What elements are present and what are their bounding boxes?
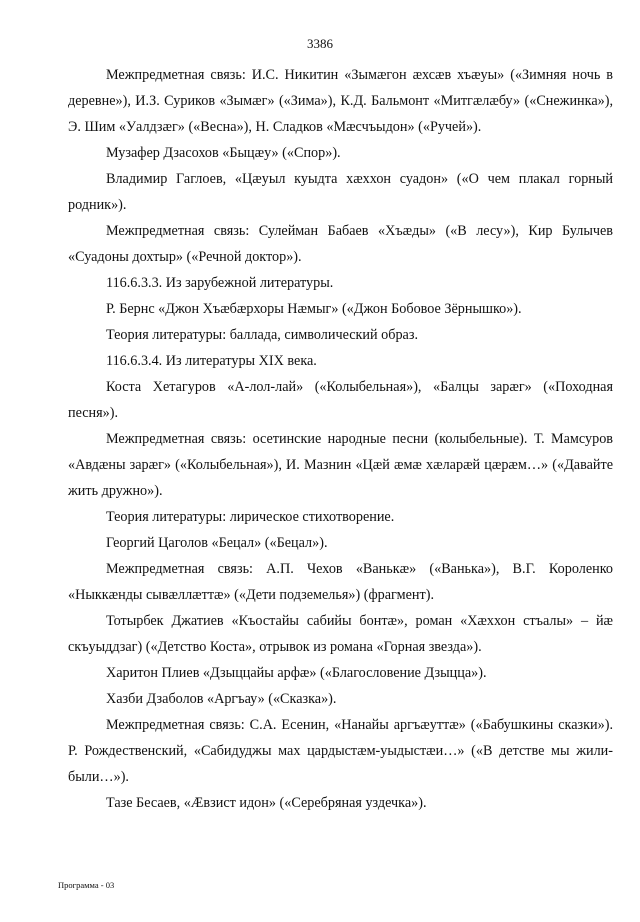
paragraph: Р. Бернс «Джон Хъæбæрхоры Нæмыг» («Джон Бобовое Зёрнышко»).: [106, 301, 522, 317]
paragraph: Коста Хетагуров «А-лол-лай» («Колыбельная»), «Балцы зарæг» («Походная песня»).: [68, 379, 613, 421]
paragraph: Межпредметная связь: С.А. Есенин, «Нанайы аргъæуттæ» («Бабушкины сказки»). Р. Рождественский, «Сабидуджы мах цардыстæм-уыдыстæи…» («В детстве мы жили-были…»).: [68, 717, 613, 785]
paragraph: Теория литературы: баллада, символический образ.: [106, 327, 419, 343]
paragraph: Тотырбек Джатиев «Къостайы сабийы бонтæ», роман «Хæххон стъалы» – йæ скъуыддзаг) («Детство Коста», отрывок из романа «Горная звезда»).: [68, 613, 613, 655]
paragraph: Музафер Дзасохов «Быцæу» («Спор»).: [106, 145, 341, 161]
footer-label: Программа - 03: [58, 880, 115, 890]
paragraph: Теория литературы: лирическое стихотворение.: [106, 509, 395, 525]
paragraph: Владимир Гаглоев, «Цæуыл куыдта хæххон суадон» («О чем плакал горный родник»).: [68, 171, 613, 213]
paragraph: Тазе Бесаев, «Æвзист идон» («Серебряная уздечка»).: [106, 795, 427, 811]
page-number: 3386: [307, 36, 333, 51]
section-heading: 116.6.3.4. Из литературы XIX века.: [106, 353, 317, 369]
paragraph: Хазби Дзаболов «Аргъау» («Сказка»).: [106, 691, 337, 707]
section-heading: 116.6.3.3. Из зарубежной литературы.: [106, 275, 334, 291]
paragraph: Межпредметная связь: Сулейман Бабаев «Хъæды» («В лесу»), Кир Булычев «Суадоны дохтыр» («Речной доктор»).: [68, 223, 613, 265]
document-body: [68, 62, 613, 816]
paragraph: Межпредметная связь: А.П. Чехов «Ванькæ» («Ванька»), В.Г. Короленко «Ныккæнды сывæллæттæ» («Дети подземелья») (фрагмент).: [68, 561, 613, 603]
paragraph: Георгий Цаголов «Бецал» («Бецал»).: [106, 535, 328, 551]
paragraph: Харитон Плиев «Дзыццайы арфæ» («Благословение Дзыцца»).: [106, 665, 487, 681]
paragraph: Межпредметная связь: И.С. Никитин «Зымæгон æхсæв хъæуы» («Зимняя ночь в деревне»), И.З. Суриков «Зымæг» («Зима»), К.Д. Бальмонт «Митгæлæбу» («Снежинка»), Э. Шим «Уалдзæг» («Весна»), Н. Сладков «Мæсчъыдон» («Ручей»).: [68, 67, 613, 135]
paragraph: Межпредметная связь: осетинские народные песни (колыбельные). Т. Мамсуров «Авдæны зарæг» («Колыбельная»), И. Мазнин «Цæй æмæ хæларæй цæрæм…» («Давайте жить дружно»).: [68, 431, 613, 499]
